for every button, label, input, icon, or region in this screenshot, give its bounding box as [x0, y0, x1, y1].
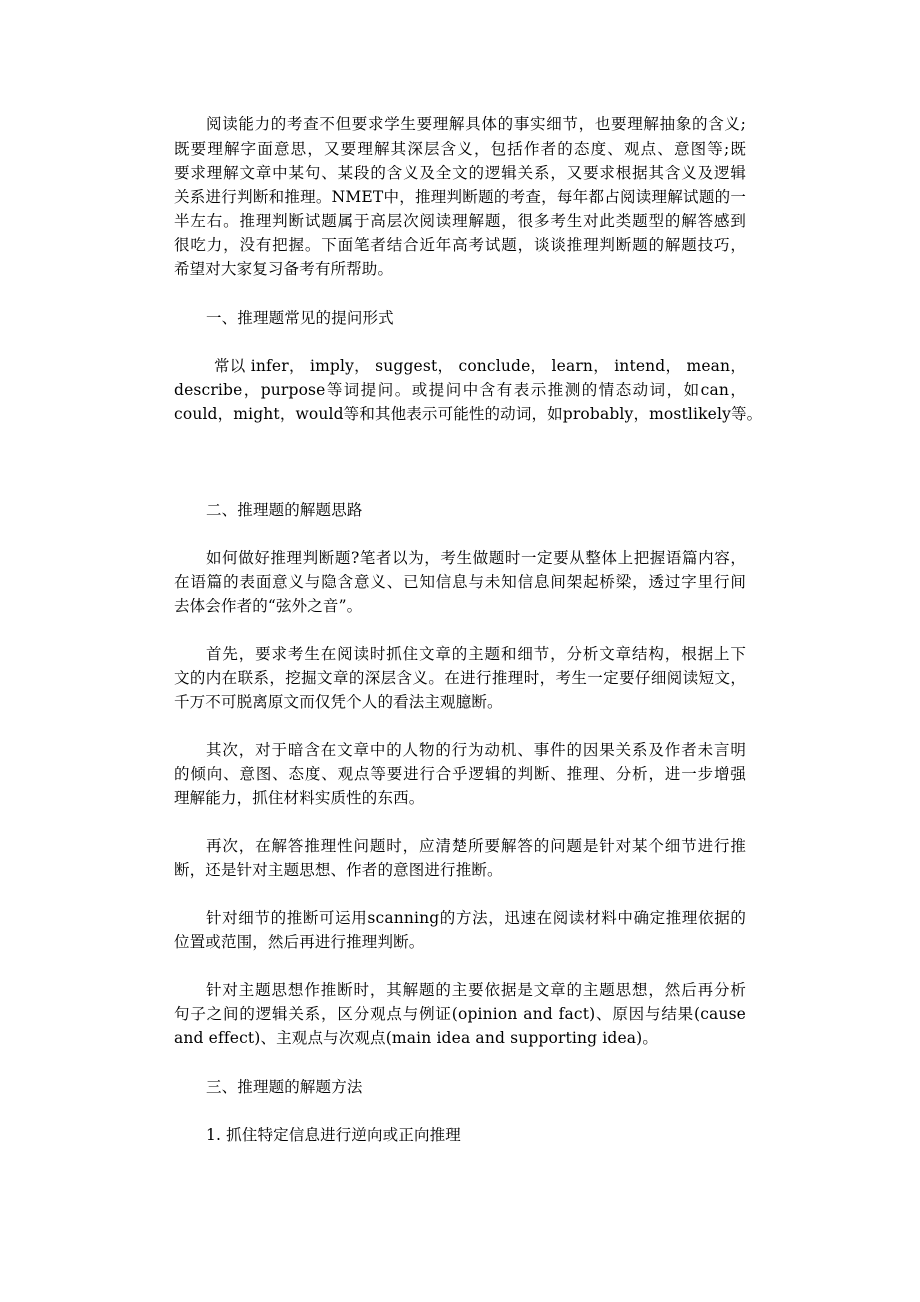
text-line: 断，还是针对主题思想、作者的意图进行推断。	[174, 861, 503, 879]
text-line: 针对细节的推断可运用scanning的方法，迅速在阅读材料中确定推理依据的	[206, 909, 746, 927]
text-line: 句子之间的逻辑关系，区分观点与例证(opinion and fact)、原因与结果(cause	[174, 1005, 746, 1023]
text-line: and effect)、主观点与次观点(main idea and supporting idea)。	[174, 1029, 659, 1047]
text-line: 针对主题思想作推断时，其解题的主要依据是文章的主题思想，然后再分析	[206, 981, 746, 999]
text-line: 要求理解文章中某句、某段的含义及全文的逻辑关系，又要求根据其含义及逻辑	[174, 164, 746, 182]
text-line: 希望对大家复习备考有所帮助。	[174, 260, 394, 278]
text-line: 如何做好推理判断题?笔者以为，考生做题时一定要从整体上把握语篇内容，	[206, 549, 746, 567]
text-line: 阅读能力的考查不但要求学生要理解具体的事实细节，也要理解抽象的含义;	[206, 115, 746, 133]
text-line: 千万不可脱离原文而仅凭个人的看法主观臆断。	[174, 693, 503, 711]
text-line: 在语篇的表面意义与隐含意义、已知信息与未知信息间架起桥梁，透过字里行间	[174, 573, 746, 591]
text-line: 常以 infer， imply， suggest， conclude， learn， intend， mean，	[214, 357, 746, 375]
text-line: 很吃力，没有把握。下面笔者结合近年高考试题，谈谈推理判断题的解题技巧，	[174, 236, 746, 254]
text-line: 再次，在解答推理性问题时，应清楚所要解答的问题是针对某个细节进行推	[206, 837, 746, 855]
text-line: 文的内在联系，挖掘文章的深层含义。在进行推理时，考生一定要仔细阅读短文，	[174, 669, 746, 687]
section-heading-3: 三、推理题的解题方法	[206, 1078, 363, 1096]
text-line: 关系进行判断和推理。NMET中，推理判断题的考查，每年都占阅读理解试题的一	[174, 188, 746, 206]
numbered-item-1: 1. 抓住特定信息进行逆向或正向推理	[206, 1126, 461, 1144]
text-line: 首先，要求考生在阅读时抓住文章的主题和细节，分析文章结构，根据上下	[206, 645, 746, 663]
section-heading-2: 二、推理题的解题思路	[206, 501, 363, 519]
text-line: could，might，would等和其他表示可能性的动词，如probably，mostlikely等。	[174, 405, 763, 423]
text-line: 既要理解字面意思，又要理解其深层含义，包括作者的态度、观点、意图等;既	[174, 140, 746, 158]
section-heading-1: 一、推理题常见的提问形式	[206, 309, 394, 327]
text-line: 半左右。推理判断试题属于高层次阅读理解题，很多考生对此类题型的解答感到	[174, 212, 746, 230]
text-line: 其次，对于暗含在文章中的人物的行为动机、事件的因果关系及作者未言明	[206, 741, 746, 759]
text-line: 去体会作者的“弦外之音”。	[174, 597, 363, 615]
text-line: 位置或范围，然后再进行推理判断。	[174, 933, 425, 951]
text-line: 理解能力，抓住材料实质性的东西。	[174, 789, 425, 807]
text-line: 的倾向、意图、态度、观点等要进行合乎逻辑的判断、推理、分析，进一步增强	[174, 765, 746, 783]
text-line: describe，purpose等词提问。或提问中含有表示推测的情态动词，如can，	[174, 381, 746, 399]
